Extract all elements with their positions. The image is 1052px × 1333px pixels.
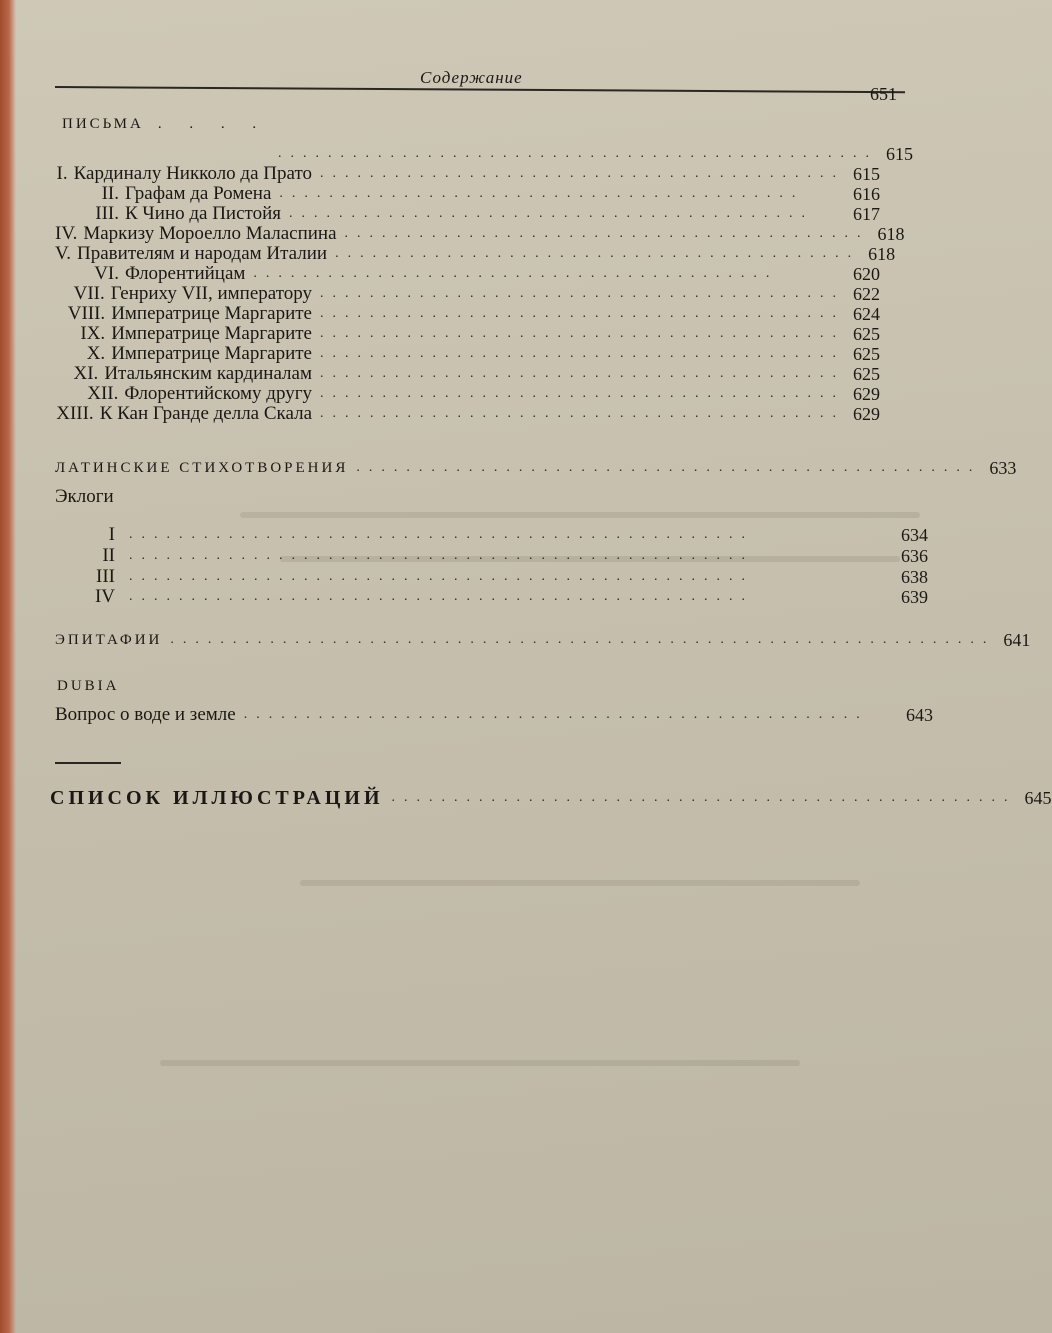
toc-page: 617 — [853, 204, 880, 224]
dot-leader: .......................................... — [320, 366, 845, 381]
running-title: Содержание — [420, 68, 523, 87]
toc-entry-letter — [55, 284, 880, 304]
eclogues-label: Эклоги — [55, 486, 114, 507]
bleed-through-mark — [240, 512, 920, 518]
section-heading-label: ЭПИТАФИИ — [55, 632, 163, 648]
toc-entry-letter — [55, 324, 880, 344]
toc-page: 633 — [989, 458, 1017, 478]
dot-leader: .................................................. — [129, 527, 754, 542]
toc-title: Флорентийцам — [125, 263, 246, 284]
toc-number: XII. — [87, 383, 119, 404]
dot-leader: ................................................ — [278, 146, 878, 161]
toc-page: 638 — [901, 567, 928, 587]
toc-entry-eclogue — [55, 587, 928, 607]
toc-entry-dubia-item — [55, 705, 933, 725]
toc-entry-letter — [55, 264, 880, 284]
toc-title: Итальянским кардиналам — [104, 363, 312, 384]
toc-entry-letter — [55, 204, 880, 224]
toc-page: 622 — [853, 284, 880, 304]
toc-entry-letter — [55, 384, 880, 404]
toc-page: 643 — [906, 705, 933, 725]
dot-leader: .......................................... — [320, 346, 845, 361]
toc-number: II — [102, 545, 115, 566]
toc-page: 618 — [877, 224, 905, 244]
toc-title: Императрице Маргарите — [111, 323, 312, 344]
toc-entry-letter — [55, 364, 880, 384]
toc-number: VIII. — [67, 303, 106, 324]
dot-leader: .......................................... — [320, 406, 845, 421]
toc-entry-eclogue — [55, 525, 928, 545]
dot-leader: .................................................. — [129, 548, 754, 563]
dot-leader: .................................................................. — [170, 632, 996, 647]
toc-number: IX. — [80, 323, 106, 344]
toc-page: 615 — [853, 164, 880, 184]
toc-title: Императрице Маргарите — [111, 303, 312, 324]
section-heading-label: ЛАТИНСКИЕ СТИХОТВОРЕНИЯ — [55, 460, 349, 476]
toc-entry-letter — [55, 243, 896, 264]
section-heading-label: СПИСОК ИЛЛЮСТРАЦИЙ — [50, 787, 384, 809]
toc-title: Генриху VII, императору — [110, 283, 312, 304]
toc-page: 645 — [1024, 788, 1052, 808]
toc-number: VI. — [94, 263, 119, 284]
section-heading-letters — [62, 116, 302, 133]
toc-title: Императрице Маргарите — [111, 343, 312, 364]
toc-title: К Кан Гранде делла Скала — [99, 403, 312, 424]
toc-number: X. — [86, 343, 106, 364]
bleed-through-mark — [160, 1060, 800, 1066]
dot-leader: .......................................... — [320, 386, 845, 401]
dot-leader: .................................................. — [129, 589, 754, 604]
toc-entry-eclogue — [55, 567, 928, 587]
toc-number: VII. — [73, 283, 105, 304]
dot-leader: .................................................. — [243, 707, 869, 722]
toc-page: 629 — [853, 384, 880, 404]
toc-number: III — [96, 566, 115, 587]
toc-number: V. — [55, 243, 72, 264]
toc-page: 615 — [886, 144, 913, 164]
dot-leader: .......................................... — [344, 226, 870, 241]
dot-leader: .......................................... — [320, 326, 845, 341]
toc-title: Правителям и народам Италии — [77, 243, 328, 264]
toc-entry-letter — [55, 223, 905, 244]
toc-title: Флорентийскому другу — [124, 383, 312, 404]
toc-entry — [270, 144, 913, 164]
toc-page: 625 — [853, 344, 880, 364]
dot-leader: .................................................. — [129, 569, 754, 584]
toc-entry-letter — [55, 344, 880, 364]
toc-page: 625 — [853, 324, 880, 344]
page-number: 651 — [870, 84, 897, 104]
dot-leader: .......................................... — [320, 286, 845, 301]
toc-title: Вопрос о воде и земле — [55, 704, 236, 725]
section-heading-dubia: DUBIA — [57, 678, 120, 694]
toc-title: Кардиналу Никколо да Прато — [73, 163, 312, 184]
toc-entry-illustrations — [50, 786, 1052, 810]
toc-entry-latin-poems — [55, 458, 1017, 478]
toc-page: 616 — [853, 184, 880, 204]
toc-page: 639 — [901, 587, 928, 607]
dot-leader: .......................................... — [279, 186, 805, 201]
toc-entry-letter — [55, 304, 880, 324]
toc-title: Графам да Ромена — [125, 183, 272, 204]
toc-number: II. — [101, 183, 119, 204]
section-divider — [55, 762, 121, 764]
toc-title: Маркизу Мороелло Маласпина — [83, 223, 337, 244]
bleed-through-mark — [300, 880, 860, 886]
toc-number: I — [108, 524, 115, 545]
toc-page: 618 — [868, 244, 896, 264]
toc-number: XI. — [73, 363, 99, 384]
dot-leader: .......................................... — [335, 246, 861, 261]
toc-number: XIII. — [56, 403, 94, 424]
toc-entry-letter — [55, 404, 880, 424]
toc-page: 634 — [901, 525, 928, 545]
toc-page: 624 — [853, 304, 880, 324]
toc-page: 636 — [901, 546, 928, 566]
toc-number: IV. — [55, 223, 78, 244]
toc-entry-eclogue — [55, 546, 928, 566]
toc-title: К Чино да Пистойя — [125, 203, 281, 224]
toc-page: 629 — [853, 404, 880, 424]
dot-leader: .......................................... — [289, 206, 814, 221]
toc-number: III. — [95, 203, 119, 224]
toc-page: 641 — [1003, 630, 1031, 650]
section-heading-label: ПИСЬМА — [62, 116, 144, 132]
toc-entry-letter — [55, 164, 880, 184]
dot-leader: .......................................... — [253, 266, 779, 281]
dot-leader: .................................................. — [356, 460, 982, 475]
dot-leader: .................................................. — [391, 790, 1017, 805]
toc-page: 620 — [853, 264, 880, 284]
toc-number: I. — [56, 163, 68, 184]
toc-entry-letter — [55, 184, 880, 204]
dot-leader: .......................................... — [320, 306, 845, 321]
dot-leader: . . . . — [157, 116, 269, 132]
dot-leader: .......................................... — [320, 166, 845, 181]
toc-page: 625 — [853, 364, 880, 384]
toc-entry-epitaphs — [55, 630, 1031, 650]
toc-number: IV — [94, 586, 115, 607]
